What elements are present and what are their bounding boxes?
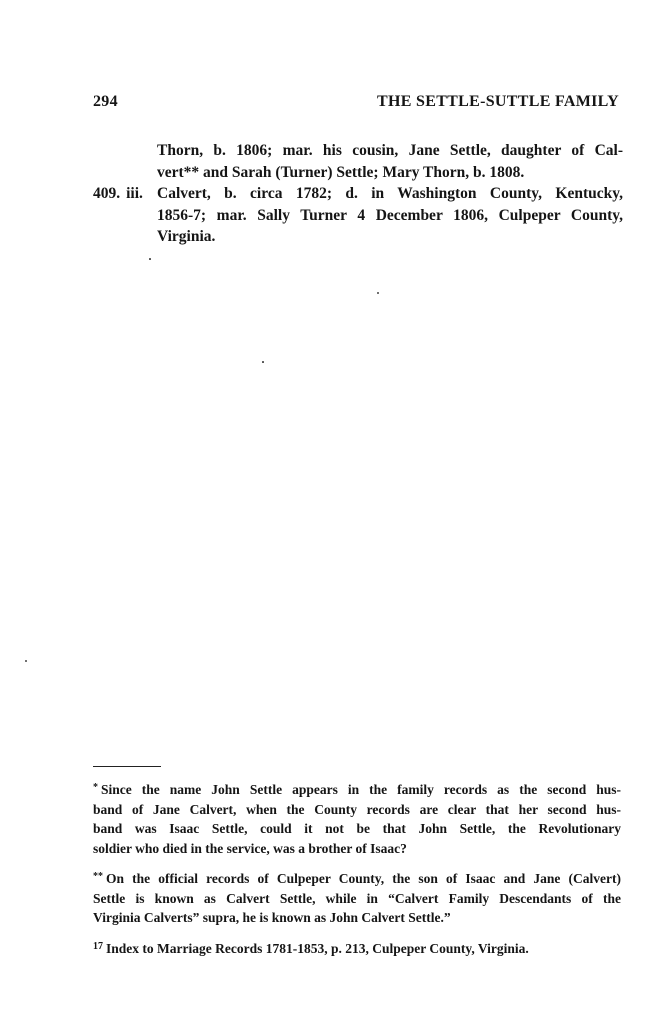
footnotes: [93, 778, 621, 967]
footnote-text: Index to Marriage Records 1781-1853, p. 213, Culpeper County, Virginia.: [106, 940, 529, 956]
body-text: [93, 140, 623, 248]
footnote-17: [93, 937, 621, 959]
footnote-mark: *: [93, 782, 98, 793]
scan-speck: [262, 361, 264, 363]
footnote-divider: [93, 766, 161, 767]
text-line: Thorn, b. 1806; mar. his cousin, Jane Settle, daughter of Cal-: [157, 142, 623, 159]
footnote-line: Virginia Calverts” supra, he is known as John Calvert Settle.”: [93, 910, 451, 925]
genealogy-entry-409: [93, 183, 623, 248]
footnote-line: [93, 937, 621, 959]
text-line: vert** and Sarah (Turner) Settle; Mary Thorn, b. 1808.: [157, 163, 525, 181]
text-line: Virginia.: [157, 228, 216, 245]
footnote-mark: 17: [93, 940, 103, 952]
footnote-line: band was Isaac Settle, could it not be that John Settle, the Revolutionary: [93, 821, 621, 836]
page-header: [93, 93, 619, 115]
footnote-mark: **: [93, 871, 103, 882]
footnote-text: Since the name John Settle appears in the family records as the second hus-: [101, 782, 621, 797]
continued-entry: [93, 140, 623, 183]
footnote-text: On the official records of Culpeper County, the son of Isaac and Jane (Calvert): [106, 871, 621, 886]
entry-text: [93, 183, 623, 248]
footnote-line: [93, 867, 621, 889]
running-title: THE SETTLE-SUTTLE FAMILY: [377, 93, 619, 110]
entry-roman-numeral: iii.: [126, 185, 143, 202]
footnote-line: soldier who died in the service, was a brother of Isaac?: [93, 840, 407, 856]
scan-speck: [25, 660, 27, 662]
entry-number: [93, 183, 157, 205]
scan-speck: [149, 258, 151, 260]
entry-number-value: 409.: [93, 185, 121, 202]
footnote-single-asterisk: [93, 778, 621, 858]
text-line: Calvert, b. circa 1782; d. in Washington County, Kentucky,: [157, 185, 623, 202]
text-line: 1856-7; mar. Sally Turner 4 December 1806, Culpeper County,: [157, 206, 623, 224]
footnote-line: Settle is known as Calvert Settle, while in “Calvert Family Descendants of the: [93, 890, 621, 906]
footnote-line: [93, 778, 621, 800]
footnote-double-asterisk: [93, 867, 621, 928]
page-number: 294: [93, 93, 118, 110]
scan-speck: [377, 292, 379, 294]
footnote-line: band of Jane Calvert, when the County records are clear that her second hus-: [93, 801, 621, 817]
